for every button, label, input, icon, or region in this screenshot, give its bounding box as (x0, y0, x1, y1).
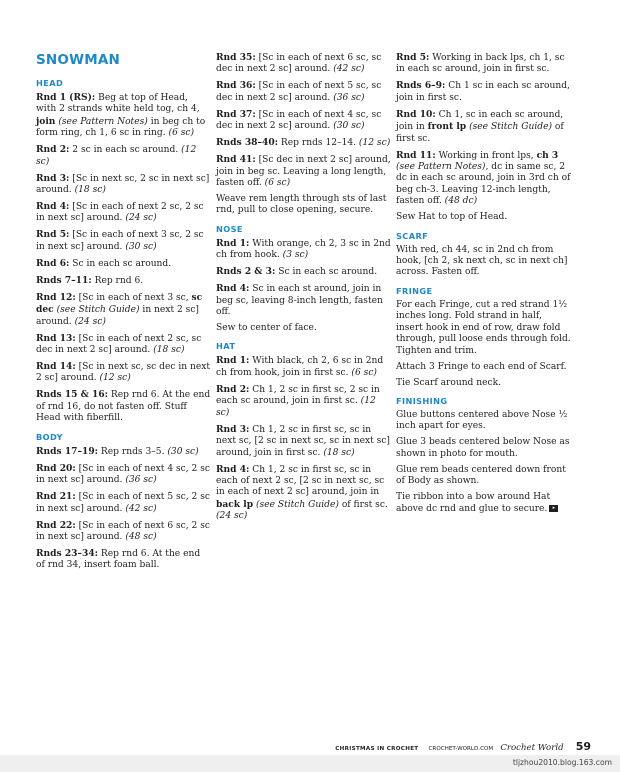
instruction-label: Rnd 12: (36, 291, 76, 303)
instruction-text: of first sc. (396, 122, 564, 144)
instruction-paragraph (396, 52, 571, 76)
instruction-paragraph (216, 355, 391, 379)
instruction-note: (30 sc) (125, 241, 157, 252)
column-2-content (216, 52, 391, 523)
instruction-text: Weave rem length through sts of last rnd, pull to close opening, secure. (216, 194, 387, 216)
instruction-label: Rnds 6–9: (396, 80, 446, 92)
watermark-text: tljzhou2010.blog.163.com (512, 758, 612, 767)
instruction-note: (6 sc) (351, 367, 377, 378)
instruction-note: (30 sc) (167, 446, 199, 457)
instruction-paragraph (396, 465, 571, 488)
instruction-text: Rep rnds 12–14. (278, 138, 359, 149)
instruction-paragraph (396, 109, 571, 145)
instruction-note: (18 sc) (323, 447, 355, 458)
instruction-paragraph (216, 194, 391, 217)
instruction-text: With black, ch 2, 6 sc in 2nd ch from hook, join in first sc. (216, 356, 384, 378)
instruction-note: (see Pattern Notes), (396, 162, 489, 173)
instruction-note: (42 sc) (333, 64, 365, 75)
instruction-label: Rnd 41: (216, 154, 256, 166)
instruction-label: Rnd 10: (396, 108, 436, 120)
instruction-text: Glue rem beads centered down front of Body as shown. (396, 464, 566, 487)
instruction-label: Rnd 20: (36, 462, 76, 474)
instruction-note: (30 sc) (333, 121, 365, 132)
instruction-text: Rep rnd 6. At the end of rnd 16, do not fasten off. Stuff Head with fiberfill. (36, 390, 211, 424)
instruction-paragraph (36, 389, 211, 424)
instruction-text: in next 2 sc] around. (36, 305, 199, 327)
instruction-note: (see Pattern Notes) (58, 116, 148, 127)
instruction-label: Rnds 15 & 16: (36, 389, 109, 401)
instruction-note: (12 sc) (36, 145, 197, 167)
instruction-label: front lp (427, 121, 467, 133)
instruction-paragraph (216, 266, 391, 278)
instruction-paragraph (396, 492, 571, 515)
instruction-note: (12 sc) (216, 396, 376, 418)
instruction-paragraph (216, 238, 391, 262)
instruction-text: [Sc in each of next 4 sc, 2 sc in next sc] around. (36, 463, 210, 486)
instruction-text: [Sc in each of next 3 sc, (75, 292, 192, 303)
instruction-label: Rnd 37: (216, 108, 256, 120)
instruction-paragraph (396, 150, 571, 208)
instruction-label: Rnds 23–34: (36, 547, 99, 559)
instruction-paragraph (216, 283, 391, 318)
instruction-label: Rnd 4: (216, 463, 250, 475)
instruction-paragraph (216, 384, 391, 419)
instruction-paragraph (396, 212, 571, 223)
instruction-text: Rep rnd 6. (91, 275, 144, 286)
instruction-text: Glue buttons centered above Nose ½ inch apart for eyes. (396, 409, 568, 432)
instruction-note: (24 sc) (125, 213, 157, 224)
instruction-paragraph (396, 300, 571, 357)
page-title: SNOWMAN (36, 52, 120, 68)
instruction-label: Rnd 1 (RS): (36, 92, 96, 103)
page-number: 59 (575, 740, 591, 753)
page-footer (0, 735, 591, 754)
instruction-note: (36 sc) (333, 92, 365, 103)
instruction-text: Sc in each sc around. (275, 267, 378, 278)
instruction-text: [Sc in next sc, sc dec in next 2 sc] around. (36, 362, 210, 384)
instruction-paragraph (216, 424, 391, 459)
instruction-text: With red, ch 44, sc in 2nd ch from hook, [ch 2, sk next ch, sc in next ch] across. Fasten off. (396, 244, 568, 278)
instruction-paragraph (216, 323, 391, 334)
instruction-text: Tie ribbon into a bow around Hat above dc rnd and glue to secure. (396, 492, 551, 514)
instruction-label: Rnd 2: (216, 383, 250, 395)
instruction-label: Rnd 1: (216, 237, 250, 249)
instruction-text: [Sc in each of next 6 sc, 2 sc in next sc] around. (36, 520, 210, 542)
instruction-paragraph (36, 229, 211, 253)
instruction-text: [Sc in next sc, 2 sc in next sc] around. (36, 173, 210, 196)
instruction-text: Sew Hat to top of Head. (396, 212, 508, 223)
instruction-text: Ch 1, sc in each sc around, join in (396, 109, 564, 133)
instruction-text: Working in back lps, ch 1, sc in each sc around, join in first sc. (396, 53, 565, 75)
instruction-note: (24 sc) (216, 511, 248, 522)
section-heading-hat: HAT (216, 341, 236, 352)
section-heading-scarf: SCARF (396, 230, 429, 241)
instruction-paragraph (36, 201, 211, 225)
instruction-label: Rnd 36: (216, 80, 256, 92)
column-1-content (36, 78, 211, 572)
instruction-label: Rnds 2 & 3: (216, 266, 276, 278)
instruction-text: in beg ch to form ring, ch 1, 6 sc in ring. (36, 116, 206, 139)
instruction-paragraph (36, 258, 211, 270)
instruction-note: (42 sc) (125, 503, 157, 514)
instruction-text: dc in same sc, 2 dc in each sc around, join in 3rd ch of beg ch-3. Leaving 12-inch length, fasten off. (396, 162, 571, 207)
instruction-text: Sc in each sc around. (69, 258, 172, 269)
instruction-label: Rnd 3: (36, 172, 70, 184)
footer-website: CROCHET-WORLD.COM (428, 746, 494, 752)
instruction-note: (12 sc) (99, 373, 131, 384)
instruction-label: Rnd 5: (36, 229, 70, 241)
instruction-note: (18 sc) (74, 185, 106, 196)
instruction-text: [Sc in each of next 2 sc, sc dec in next 2 sc] around. (36, 333, 202, 356)
instruction-label: Rnd 11: (396, 149, 436, 161)
instruction-label: ch 3 (536, 149, 559, 161)
end-of-article-icon: ▸ (549, 505, 558, 512)
instruction-paragraph (216, 464, 391, 523)
instruction-text: Sc in each st around, join in beg sc, leaving 8-inch length, fasten off. (216, 284, 383, 318)
instruction-label: Rnd 6: (36, 257, 70, 269)
instruction-text: Attach 3 Fringe to each end of Scarf. (396, 361, 567, 372)
instruction-label: Rnd 13: (36, 332, 76, 344)
instruction-note: (see Stitch Guide) (469, 122, 553, 133)
instruction-label: Rnd 1: (216, 355, 250, 367)
instruction-paragraph (396, 80, 571, 104)
instruction-text: Working in front lps, (435, 150, 537, 161)
instruction-paragraph (36, 292, 211, 328)
instruction-text: [Sc in each of next 2 sc, 2 sc in next sc] around. (36, 202, 204, 224)
instruction-paragraph (216, 154, 391, 189)
instruction-text: Ch 1, 2 sc in first sc, 2 sc in each sc around, join in first sc. (216, 384, 380, 407)
instruction-text: Ch 1, 2 sc in first sc, sc in each of next 2 sc, [2 sc in next sc, sc in each of next 2 sc] around, join in (216, 464, 385, 498)
instruction-paragraph (36, 275, 211, 287)
instruction-paragraph (396, 378, 571, 389)
instruction-paragraph (396, 245, 571, 279)
instruction-text: [Sc in each of next 5 sc, sc dec in next 2 sc] around. (216, 81, 382, 103)
instruction-note: (24 sc) (74, 316, 106, 327)
instruction-paragraph (36, 144, 211, 168)
instruction-paragraph (36, 520, 211, 544)
instruction-paragraph (36, 446, 211, 458)
instruction-label: Rnds 38–40: (216, 137, 279, 149)
instruction-note: (48 sc) (125, 531, 157, 542)
section-heading-finishing: FINISHING (396, 395, 448, 406)
section-heading-nose: NOSE (216, 223, 243, 234)
instruction-paragraph (36, 92, 211, 140)
instruction-note: (48 dc) (444, 196, 478, 207)
section-heading-body: BODY (36, 431, 63, 442)
footer-section: CHRISTMAS IN CROCHET (335, 746, 419, 752)
instruction-label: Rnd 22: (36, 519, 76, 531)
instruction-label: Rnd 21: (36, 491, 76, 503)
instruction-label: Rnd 35: (216, 52, 256, 63)
instruction-label: Rnd 14: (36, 361, 76, 373)
instruction-label: Rnd 4: (36, 201, 70, 213)
column-3-content (396, 52, 571, 515)
instruction-paragraph (396, 362, 571, 373)
instruction-text: With orange, ch 2, 3 sc in 2nd ch from hook. (216, 238, 391, 261)
instruction-note: (see Stitch Guide) (56, 305, 140, 316)
instruction-text: of first sc. (338, 499, 388, 510)
instruction-paragraph (36, 548, 211, 572)
instruction-text: For each Fringe, cut a red strand 1½ inches long. Fold strand in half, insert hook in end of row, draw fold through, pull loose ends through fold. Tighten and trim. (396, 299, 571, 356)
instruction-text: [Sc in each of next 5 sc, 2 sc in next sc] around. (36, 492, 210, 514)
instruction-text: [Sc in each of next 4 sc, sc dec in next 2 sc] around. (216, 109, 382, 132)
instruction-note: (see Stitch Guide) (255, 499, 339, 510)
instruction-label: Rnd 2: (36, 144, 70, 156)
instruction-paragraph (396, 410, 571, 433)
instruction-text: Ch 1 sc in each sc around, join in first sc. (396, 81, 570, 103)
instruction-note: (6 sc) (168, 128, 195, 139)
instruction-text: Rep rnds 3–5. (98, 446, 168, 457)
instruction-paragraph (216, 52, 391, 76)
instruction-note: (18 sc) (153, 345, 185, 356)
instruction-note: (36 sc) (125, 475, 157, 486)
instruction-paragraph (36, 173, 211, 197)
instruction-text: Tie Scarf around neck. (396, 377, 501, 388)
instruction-label: Rnd 3: (216, 423, 250, 435)
column-3 (396, 52, 571, 520)
instruction-paragraph (216, 80, 391, 104)
instruction-text: Rep rnd 6. At the end of rnd 34, insert foam ball. (36, 548, 201, 571)
instruction-text: [Sc in each of next 6 sc, sc dec in next 2 sc] around. (216, 53, 382, 75)
instruction-text: [Sc dec in next 2 sc] around, join in beg sc. Leaving a long length, fasten off. (216, 155, 391, 189)
section-heading-fringe: FRINGE (396, 285, 433, 296)
instruction-label: back lp (216, 498, 254, 510)
instruction-text: 2 sc in each sc around. (69, 145, 182, 156)
instruction-paragraph (216, 109, 391, 133)
instruction-paragraph (36, 463, 211, 487)
instruction-label: Rnds 7–11: (36, 274, 92, 286)
section-heading-head: HEAD (36, 78, 64, 88)
instruction-label: Rnd 4: (216, 283, 250, 295)
instruction-label: Rnds 17–19: (36, 445, 99, 457)
footer-magazine: Crochet World (500, 743, 564, 753)
instruction-text: Sew to center of face. (216, 323, 317, 334)
instruction-text: Glue 3 beads centered below Nose as shown in photo for mouth. (396, 437, 570, 459)
instruction-paragraph (36, 361, 211, 385)
instruction-paragraph (216, 137, 391, 149)
instruction-label: sc dec (36, 291, 203, 316)
instruction-text: Beg at top of Head, with 2 strands white held tog, ch 4, (36, 93, 200, 115)
instruction-note: (6 sc) (264, 178, 291, 189)
instruction-paragraph (396, 437, 571, 460)
instruction-paragraph (36, 491, 211, 515)
instruction-paragraph (36, 333, 211, 357)
instruction-note: (12 sc) (358, 138, 391, 149)
instruction-note: (3 sc) (282, 250, 309, 261)
column-1 (36, 50, 211, 576)
instruction-text: Ch 1, 2 sc in first sc, sc in next sc, [2 sc in next sc, sc in next sc] around, join in first sc. (216, 424, 390, 458)
column-2 (216, 52, 391, 527)
instruction-label: join (36, 115, 56, 127)
instruction-text: [Sc in each of next 3 sc, 2 sc in next sc] around. (36, 230, 204, 252)
instruction-label: Rnd 5: (396, 52, 430, 63)
